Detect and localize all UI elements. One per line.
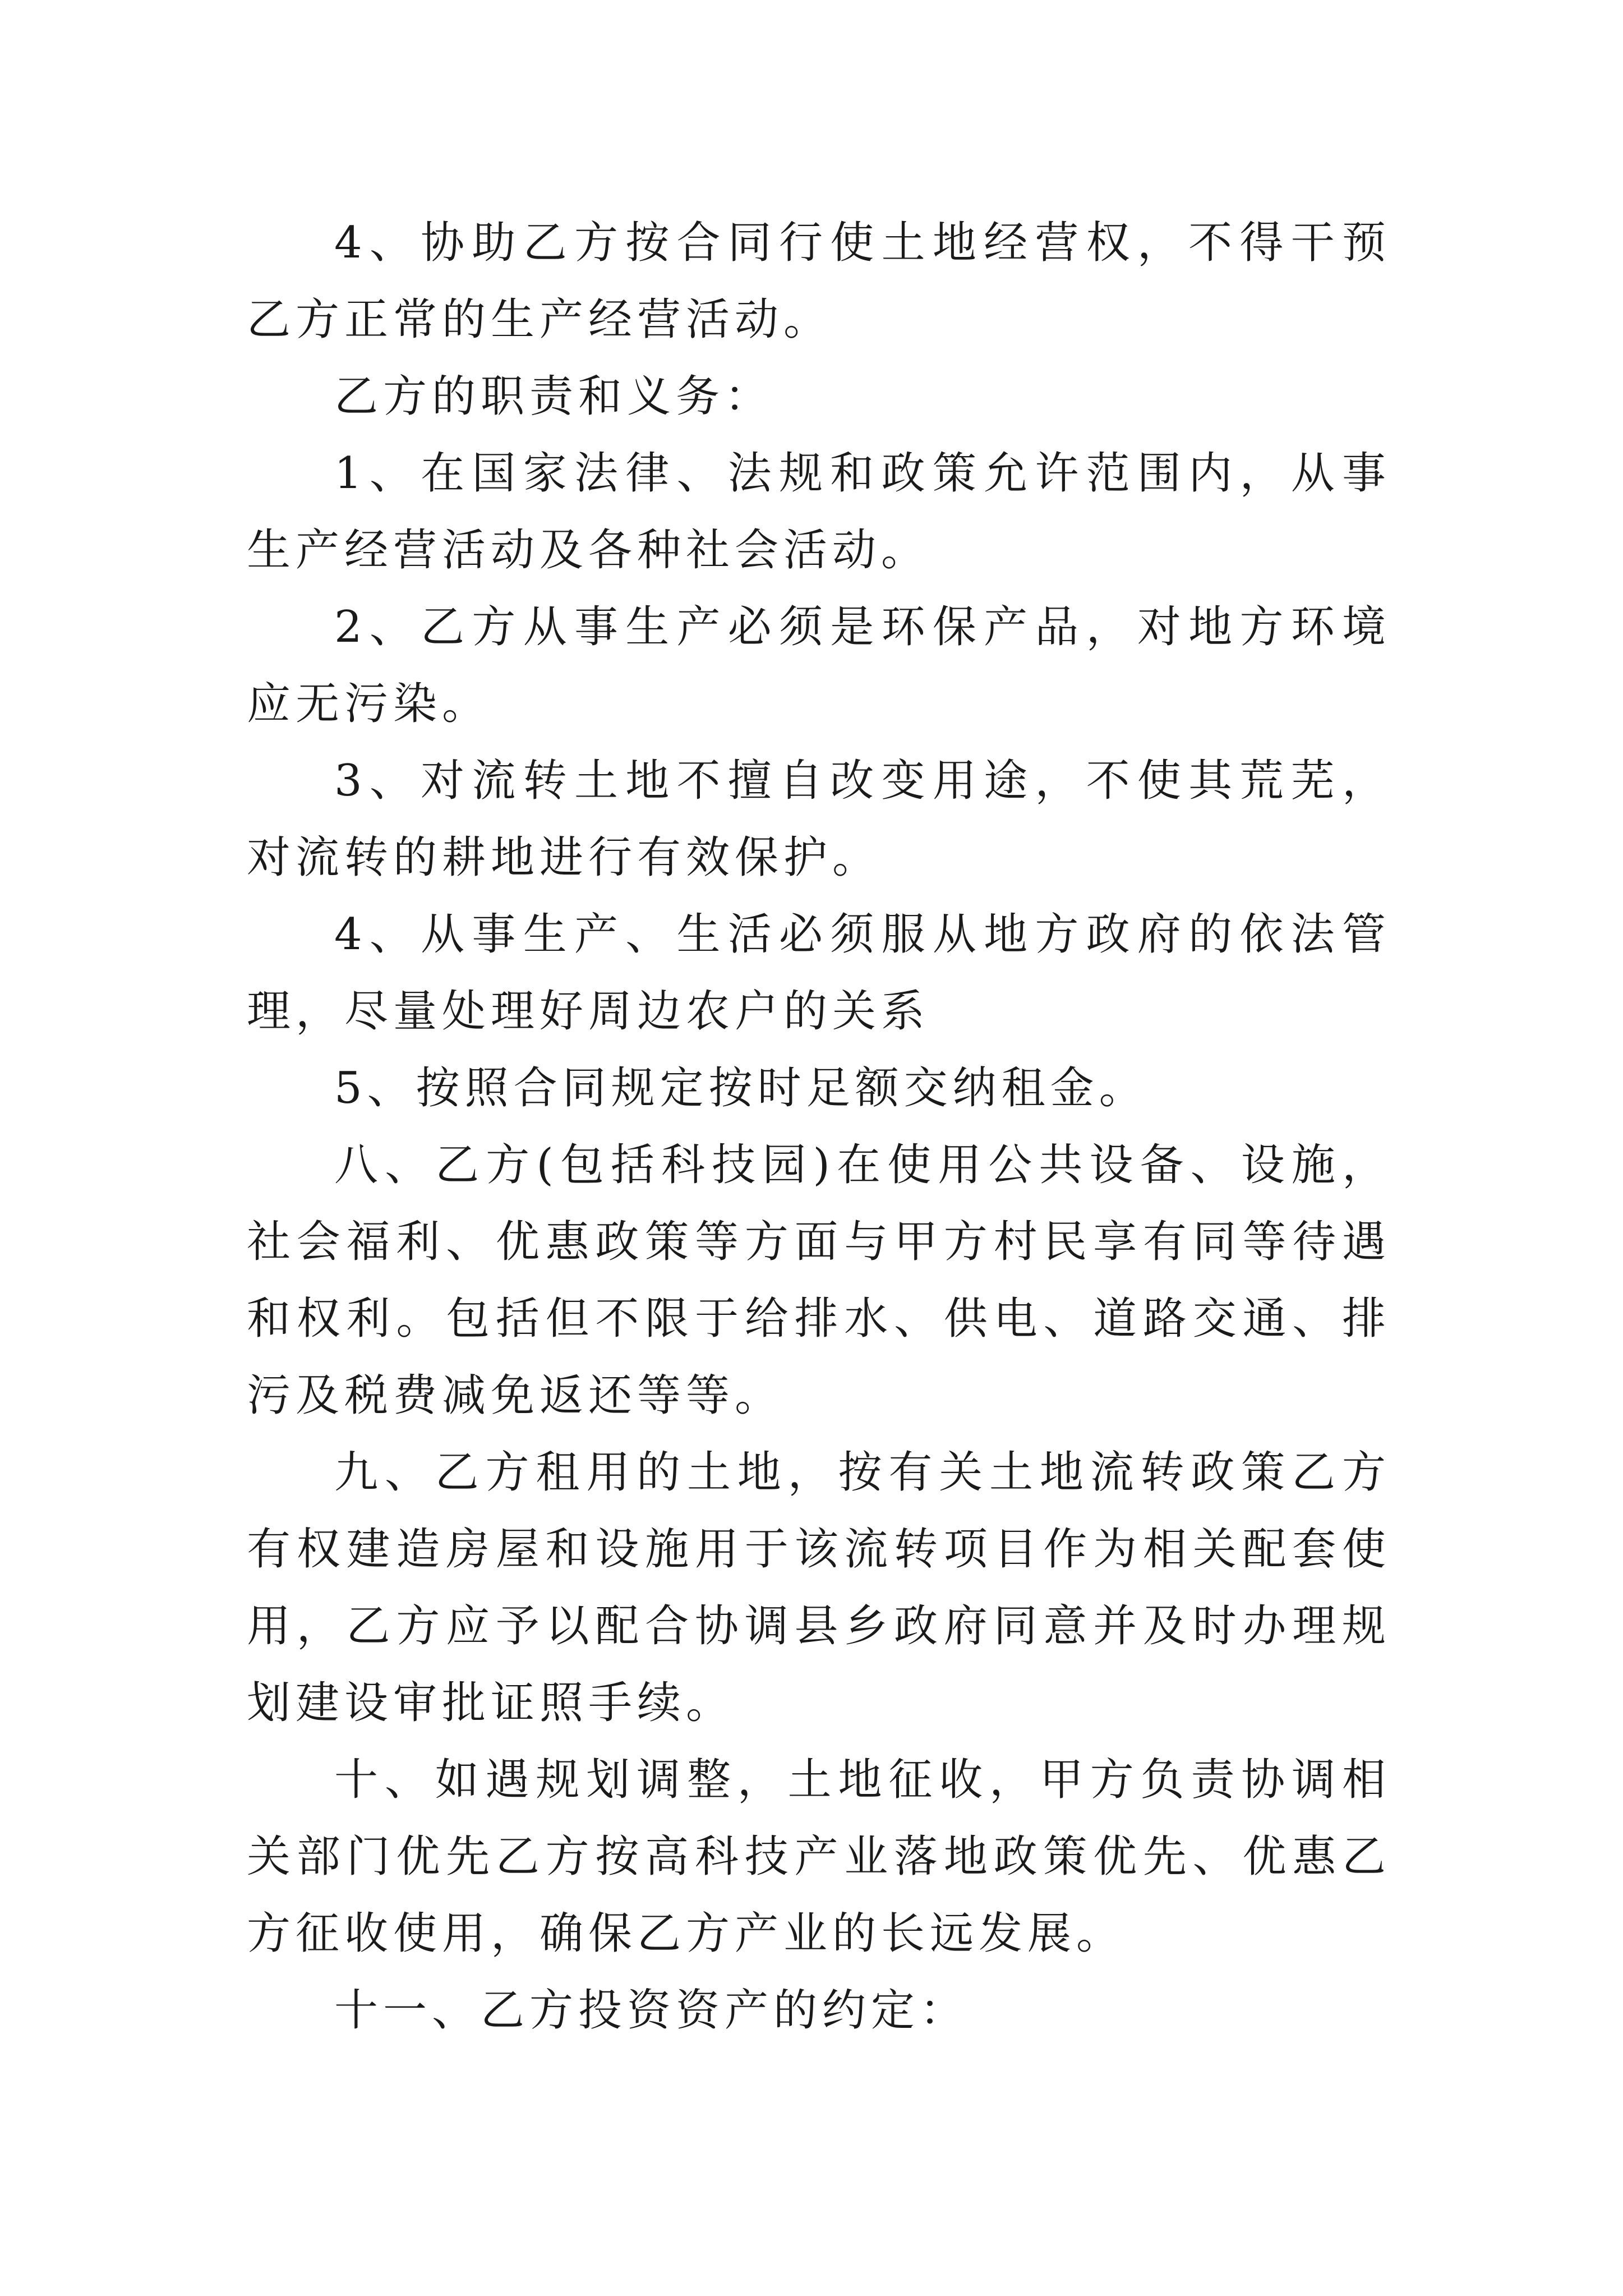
paragraph-party-b-duty-2: 2、乙方从事生产必须是环保产品，对地方环境应无污染。 <box>247 602 1391 729</box>
paragraph-party-b-duty-3: 3、对流转土地不擅自改变用途，不使其荒芜，对流转的耕地进行有效保护。 <box>247 756 1391 883</box>
heading-party-b-duties: 乙方的职责和义务： <box>334 371 774 422</box>
document-body <box>247 205 1391 2049</box>
clause-10: 十、如遇规划调整，土地征收，甲方负责协调相关部门优先乙方按高科技产业落地政策优先、优惠乙方征收使用，确保乙方产业的长远发展。 <box>247 1755 1391 1959</box>
paragraph-party-b-duty-4: 4、从事生产、生活必须服从地方政府的依法管理，尽量处理好周边农户的关系 <box>247 909 1391 1037</box>
clause-8: 八、乙方(包括科技园)在使用公共设备、设施，社会福利、优惠政策等方面与甲方村民享有同等待遇和权利。包括但不限于给排水、供电、道路交通、排污及税费减免返还等等。 <box>247 1140 1391 1421</box>
paragraph-party-b-duty-1: 1、在国家法律、法规和政策允许范围内，从事生产经营活动及各种社会活动。 <box>247 448 1391 576</box>
clause-11: 十一、乙方投资资产的约定： <box>334 1985 969 2036</box>
paragraph-party-a-duty-4: 4、协助乙方按合同行使土地经营权，不得干预乙方正常的生产经营活动。 <box>247 218 1391 345</box>
paragraph-party-b-duty-5: 5、按照合同规定按时足额交纳租金。 <box>334 1063 1148 1114</box>
clause-9: 九、乙方租用的土地，按有关土地流转政策乙方有权建造房屋和设施用于该流转项目作为相关配套使用，乙方应予以配合协调县乡政府同意并及时办理规划建设审批证照手续。 <box>247 1447 1391 1728</box>
